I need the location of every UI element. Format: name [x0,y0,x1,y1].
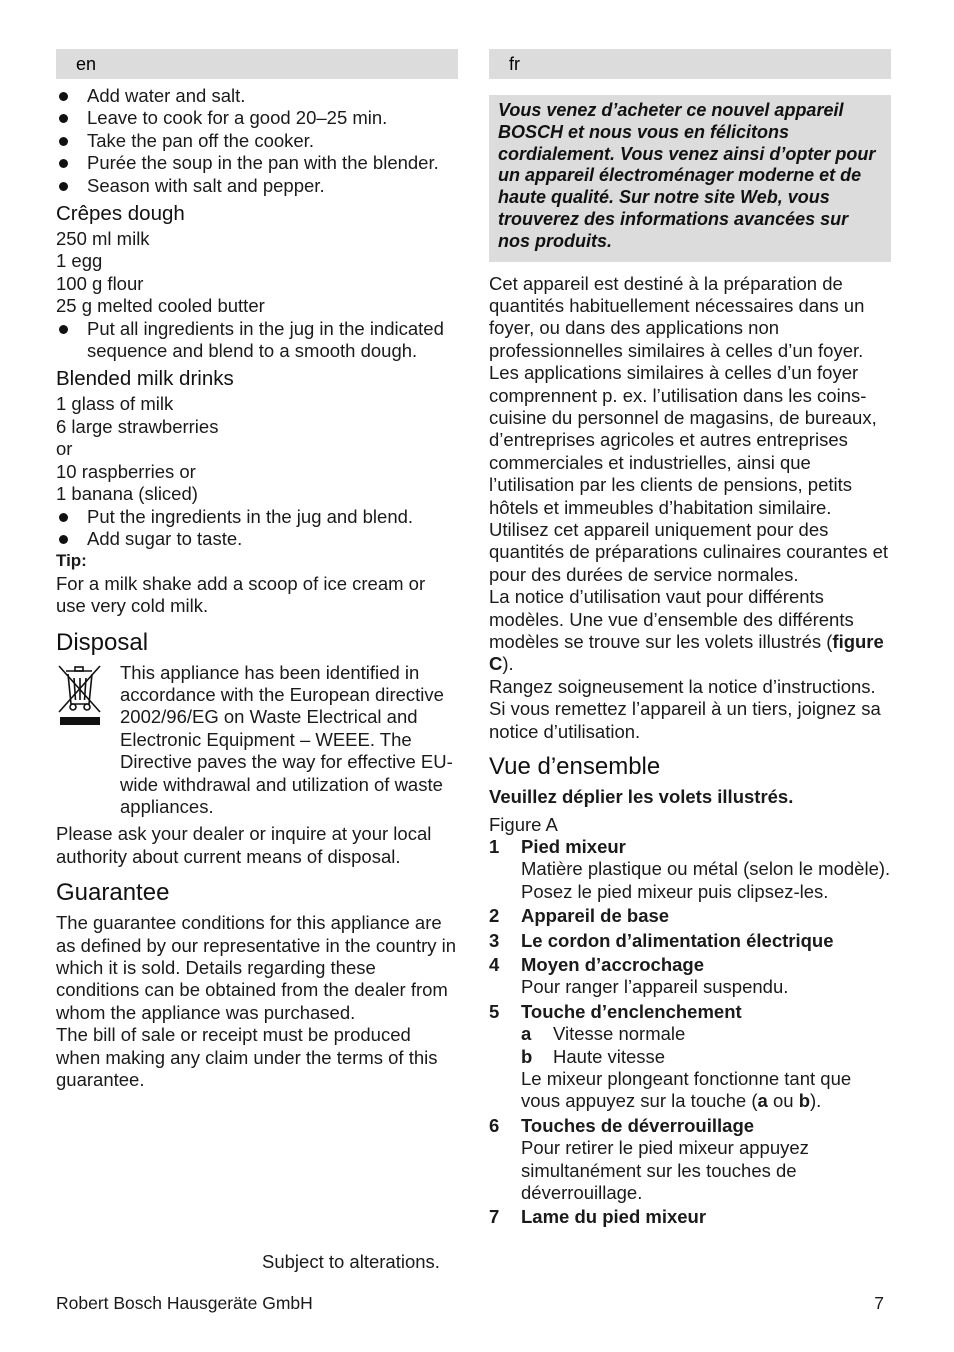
item-label: Moyen d’accrochage [521,953,705,975]
paragraph: Rangez soigneusement la notice d’instructions. Si vous remettez l’appareil à un tiers, joignez sa notice d’utilisation. [489,675,881,742]
item-number: 4 [489,953,500,975]
crepes-heading: Crêpes dough [56,202,185,226]
ingredient-line: 25 g melted cooled butter [56,295,265,317]
sub-item-text: Haute vitesse [553,1045,666,1067]
tip-label: Tip: [56,551,87,571]
soup-steps-list [56,85,458,197]
language-tab-fr: fr [489,49,891,79]
sub-item-b [489,1046,891,1068]
list-item [489,836,891,858]
page-number: 7 [874,1293,884,1313]
ingredient-line: 1 glass of milk [56,393,174,415]
ingredient-line: or [56,438,73,460]
item-number: 2 [489,905,500,927]
item-label: Le cordon d’alimentation électrique [521,929,834,951]
column-english [56,49,458,1091]
item-number: 6 [489,1114,500,1136]
guarantee-paragraph-1: The guarantee conditions for this appliance are as defined by our representative in the country in which it is sold. Details regarding these conditions can be obtained from the dealer from whom the appliance was purchased. [56,912,457,1023]
list-item [489,954,891,976]
list-item: Put the ingredients in the jug and blend. [56,506,458,528]
ingredient-line: 1 banana (sliced) [56,483,198,505]
tip-text: For a milk shake add a scoop of ice cream or use very cold milk. [56,572,426,617]
paragraph [489,586,891,676]
list-item [489,930,891,952]
list-item [489,1001,891,1023]
paragraph: Utilisez cet appareil uniquement pour des quantités de préparations culinaires courantes et pour des durées de service normales. [489,519,889,585]
ingredient-line: 250 ml milk [56,228,150,250]
ingredient-line: 10 raspberries or [56,460,196,482]
intro-box: Vous venez d’acheter ce nouvel appareil BOSCH et nous vous en félicitons cordialement. Vous venez ainsi d’opter pour un appareil électroménager moderne et de haute qualité. Sur notre site Web, vous trouverez des informations avancées sur nos produits. [489,95,891,262]
item-description: Pour ranger l’appareil suspendu. [521,976,789,998]
item-label: Pied mixeur [521,835,626,857]
footer-company: Robert Bosch Hausgeräte GmbH [56,1293,313,1313]
unfold-instruction: Veuillez déplier les volets illustrés. [489,786,794,808]
milk-steps-list [56,506,458,551]
item-number: 3 [489,929,500,951]
disposal-text-2: Please ask your dealer or inquire at your local authority about current means of disposal. [56,823,432,867]
disposal-text: This appliance has been identified in accordance with the European directive 2002/96/EG on Waste Electrical and Electronic Equipment – WEEE. The Directive paves the way for effective EU-wide withdrawal and utilization of waste appliances. [120,661,453,817]
list-item [489,1206,891,1228]
item-description [489,1068,891,1113]
ingredient-line: 1 egg [56,250,103,272]
sub-item-a [489,1023,891,1045]
item-number: 7 [489,1206,500,1228]
item-label: Appareil de base [521,905,670,927]
crepes-steps-list [56,318,458,363]
figure-c-ref: figure C [489,631,884,675]
weee-crossed-bin-icon [56,662,120,733]
item-label: Touche d’enclenchement [521,1000,742,1022]
paragraph-text: ). [502,653,514,675]
list-item: Season with salt and pepper. [56,175,458,197]
disposal-heading: Disposal [56,628,149,656]
list-item: Add sugar to taste. [56,528,458,550]
sub-item-letter: b [521,1045,533,1067]
subject-to-alterations: Subject to alterations. [262,1251,440,1272]
list-item: Take the pan off the cooker. [56,130,458,152]
item-description: Matière plastique ou métal (selon le modèle). Posez le pied mixeur puis clipsez-les. [521,858,891,902]
list-item [489,1115,891,1137]
list-item: Purée the soup in the pan with the blender. [56,152,458,174]
ingredient-line: 6 large strawberries [56,415,219,437]
item-number: 1 [489,835,500,857]
parts-list [489,836,891,1229]
item-label: Touches de déverrouillage [521,1114,755,1136]
paragraph: Cet appareil est destiné à la préparation de quantités habituellement nécessaires dans un foyer, ou dans des applications non professionnelles similaires à celles d’un foyer. Les applications similaires à celles d’un foyer comprennent p. ex. l’utilisation dans les coins-cuisine du personnel de magasins, de bureaux, d’entreprises agricoles et autres entreprises commerciales et industrielles, ainsi que l’utilisation par les clients de pensions, petits hôtels et immeubles d’habitation similaire. [489,272,877,518]
list-item: Put all ingredients in the jug in the indicated sequence and blend to a smooth dough. [56,318,458,363]
sub-item-letter: a [521,1023,532,1045]
desc-text: ou [767,1090,799,1112]
list-item: Leave to cook for a good 20–25 min. [56,107,458,129]
desc-text: Le mixeur plongeant fonctionne tant que vous appuyez sur la touche ( [521,1067,852,1112]
guarantee-heading: Guarantee [56,879,170,907]
item-description: Pour retirer le pied mixeur appuyez simultanément sur les touches de déverrouillage. [521,1137,809,1204]
guarantee-paragraph-2: The bill of sale or receipt must be produced when making any claim under the terms of this guarantee. [56,1024,438,1091]
item-number: 5 [489,1000,500,1022]
paragraph-text: La notice d’utilisation vaut pour différents modèles. Une vue d’ensemble des différents modèles se trouve sur les volets illustrés ( [489,586,854,653]
milk-drinks-heading: Blended milk drinks [56,367,234,391]
key-a: a [757,1090,768,1112]
list-item [489,905,891,927]
language-tab-en: en [56,49,458,79]
key-b: b [798,1090,810,1112]
sub-item-text: Vitesse normale [553,1023,686,1045]
desc-text: ). [810,1090,822,1112]
list-item: Add water and salt. [56,85,458,107]
column-french [489,49,891,1229]
figure-label: Figure A [489,813,558,835]
overview-heading: Vue d’ensemble [489,753,661,781]
ingredient-line: 100 g flour [56,272,144,294]
disposal-block [56,662,458,819]
item-label: Lame du pied mixeur [521,1206,707,1228]
